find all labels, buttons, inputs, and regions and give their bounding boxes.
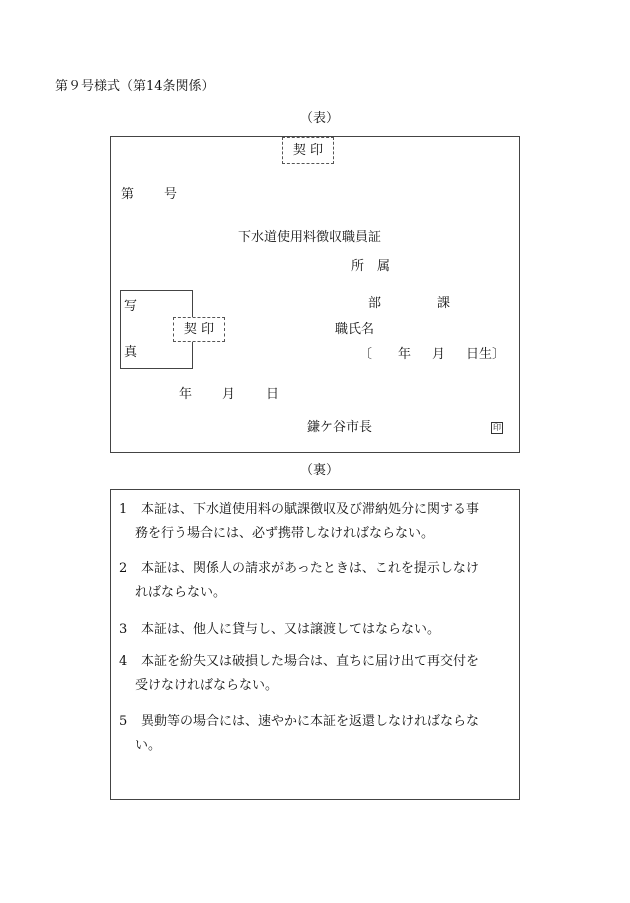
birth-year: 年 <box>398 347 412 362</box>
department-label: 部 <box>368 296 382 311</box>
photo-label-top: 写 <box>124 299 138 314</box>
notice-item-1 <box>119 498 519 546</box>
birth-day: 日生〕 <box>466 347 506 362</box>
front-card <box>110 136 520 453</box>
notice-text-line1: 本証は、関係人の請求があったときは、これを提示しなけ <box>141 561 479 576</box>
notice-text-line1: 異動等の場合には、速やかに本証を返還しなければならな <box>141 714 480 729</box>
notice-number: 3 <box>119 622 128 637</box>
official-seal-icon <box>491 422 503 434</box>
tally-seal-photo <box>173 317 225 342</box>
section-label: 課 <box>437 296 451 311</box>
card-title: 下水道使用料徴収職員証 <box>238 230 382 245</box>
photo-label-bottom: 真 <box>124 345 138 360</box>
notice-text-line1: 本証は、他人に貸与し、又は譲渡してはならない。 <box>141 622 441 637</box>
form-number-header: 第９号様式（第14条関係） <box>55 79 215 94</box>
tally-seal-top-label: 契 印 <box>292 142 324 158</box>
back-card <box>110 489 520 800</box>
notice-text-line1: 本証を紛失又は破損した場合は、直ちに届け出て再交付を <box>141 654 480 669</box>
notice-number: 1 <box>119 502 128 517</box>
notice-text-line2: い。 <box>135 738 162 753</box>
issue-day: 日 <box>266 387 280 402</box>
tally-seal-top <box>282 137 334 164</box>
birth-open-bracket: 〔 <box>359 347 373 362</box>
notice-text-line2: 受けなければならない。 <box>135 678 279 693</box>
notice-number: 5 <box>119 714 128 729</box>
notice-text-line1: 本証は、下水道使用料の賦課徴収及び滞納処分に関する事 <box>141 502 480 517</box>
notice-item-5 <box>119 710 519 758</box>
official-seal-mark: 印 <box>493 423 501 432</box>
back-side-label: （裏） <box>300 463 340 478</box>
tally-seal-photo-label: 契 印 <box>183 321 215 337</box>
affiliation-label: 所 属 <box>351 259 391 274</box>
notice-number: 4 <box>119 654 128 669</box>
notice-number: 2 <box>119 561 128 576</box>
notice-item-4 <box>119 650 519 698</box>
issue-year: 年 <box>179 387 193 402</box>
birth-month: 月 <box>432 347 446 362</box>
number-prefix: 第 <box>121 187 135 202</box>
issue-month: 月 <box>222 387 236 402</box>
notice-text-line2: 務を行う場合には、必ず携帯しなければならない。 <box>135 526 435 541</box>
number-suffix: 号 <box>164 187 178 202</box>
notice-text-line2: ればならない。 <box>135 585 227 600</box>
front-side-label: （表） <box>300 111 340 126</box>
name-label: 職氏名 <box>335 322 375 337</box>
issuer-name: 鎌ケ谷市長 <box>307 420 373 435</box>
notice-item-3 <box>119 618 519 642</box>
notice-item-2 <box>119 557 519 605</box>
